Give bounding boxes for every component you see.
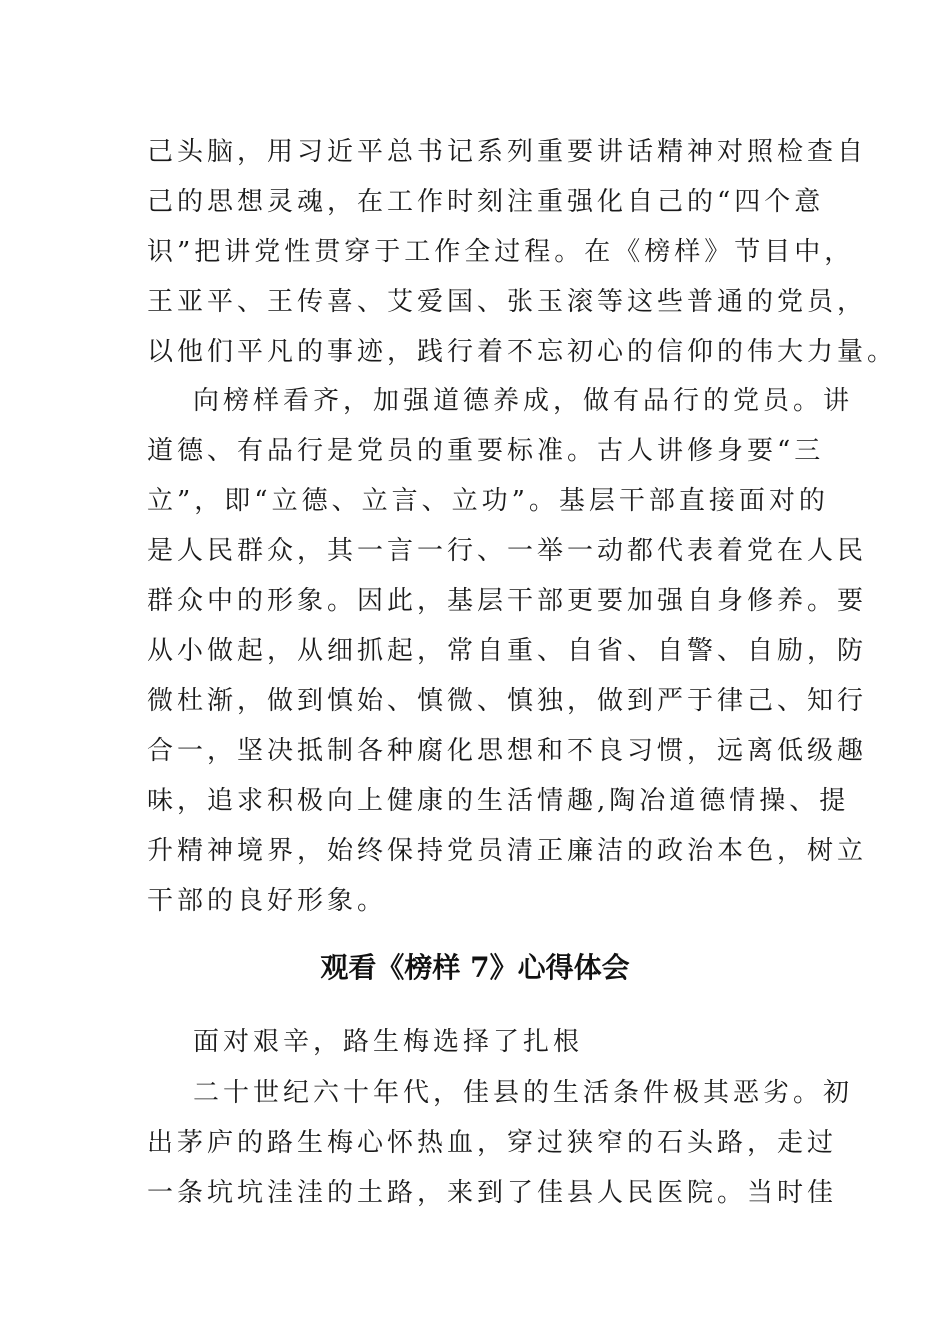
subheading: 面对艰辛，路生梅选择了扎根 — [193, 1027, 584, 1057]
paragraph-2-line: 立”，即“立德、立言、立功”。基层干部直接面对的 — [147, 486, 829, 516]
paragraph-2-line: 味，追求积极向上健康的生活情趣,陶冶道德情操、提 — [147, 786, 850, 816]
paragraph-2-line: 道德、有品行是党员的重要标准。古人讲修身要“三 — [147, 436, 825, 466]
paragraph-2-line: 是人民群众，其一言一行、一举一动都代表着党在人民 — [147, 536, 868, 566]
paragraph-2-line: 升精神境界，始终保持党员清正廉洁的政治本色，树立 — [147, 836, 868, 866]
paragraph-2-line: 从小做起，从细抓起，常自重、自省、自警、自励，防 — [147, 636, 868, 666]
paragraph-3-line: 出茅庐的路生梅心怀热血，穿过狭窄的石头路，走过 — [147, 1128, 838, 1158]
paragraph-3-line: 一条坑坑洼洼的土路，来到了佳县人民医院。当时佳 — [147, 1178, 838, 1208]
paragraph-1-line: 己的思想灵魂，在工作时刻注重强化自己的“四个意 — [147, 187, 825, 217]
paragraph-2-line: 合一，坚决抵制各种腐化思想和不良习惯，远离低级趣 — [147, 736, 868, 766]
page-title: 观看《榜样 7》心得体会 — [320, 951, 630, 984]
paragraph-2-line: 群众中的形象。因此，基层干部更要加强自身修养。要 — [147, 586, 868, 616]
paragraph-2-line: 干部的良好形象。 — [147, 886, 388, 916]
paragraph-1-line: 己头脑，用习近平总书记系列重要讲话精神对照检查自 — [147, 137, 868, 167]
paragraph-1-line: 识”把讲党性贯穿于工作全过程。在《榜样》节目中， — [147, 237, 855, 267]
paragraph-3-line: 二十世纪六十年代，佳县的生活条件极其恶劣。初 — [193, 1078, 854, 1108]
paragraph-1-line: 王亚平、王传喜、艾爱国、张玉滚等这些普通的党员， — [147, 287, 868, 317]
paragraph-2-line: 微杜渐，做到慎始、慎微、慎独，做到严于律己、知行 — [147, 686, 868, 716]
paragraph-1-line: 以他们平凡的事迹，践行着不忘初心的信仰的伟大力量。 — [147, 337, 898, 367]
paragraph-2-line: 向榜样看齐，加强道德养成，做有品行的党员。讲 — [193, 386, 854, 416]
